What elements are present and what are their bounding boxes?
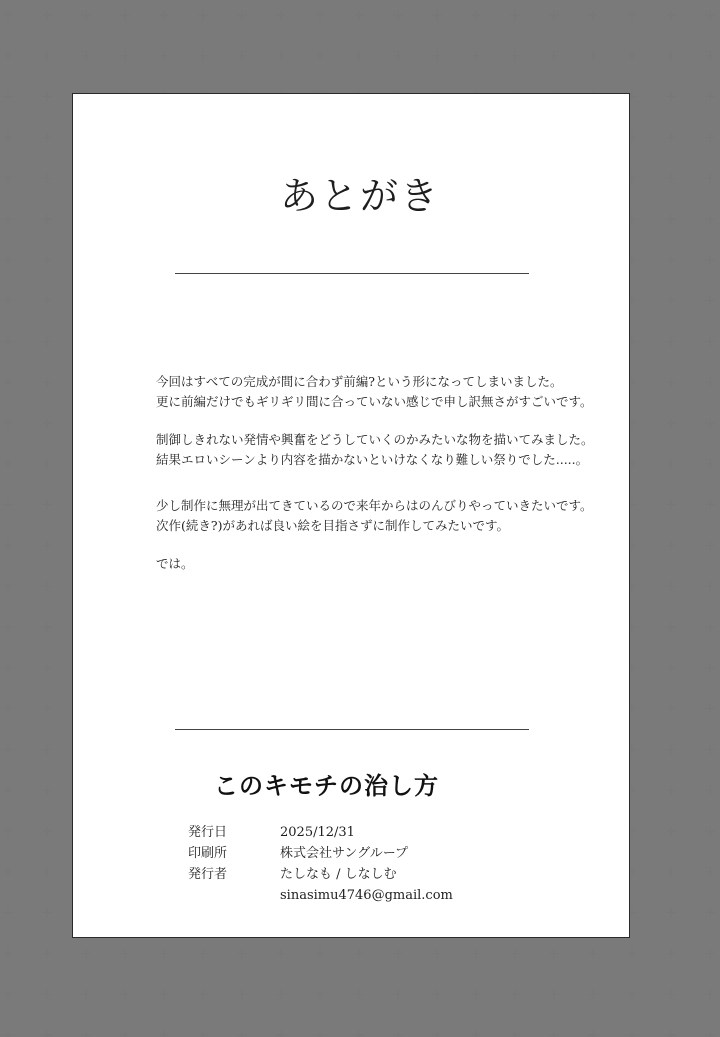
plus-mark: [666, 1030, 676, 1037]
text-line: 制御しきれない発情や興奮をどうしていくのかみたいな物を描いてみました。: [156, 432, 594, 447]
email-row: [188, 885, 453, 906]
plus-mark: [705, 418, 715, 428]
plus-mark: [432, 10, 442, 20]
plus-mark: [315, 948, 325, 958]
plus-mark: [198, 51, 208, 61]
plus-mark: [3, 948, 13, 958]
plus-mark: [81, 10, 91, 20]
plus-mark: [666, 826, 676, 836]
publisher-value: たしなも / しなしむ: [280, 867, 397, 882]
plus-mark: [666, 336, 676, 346]
plus-mark: [471, 10, 481, 20]
paragraph: [156, 372, 596, 412]
plus-mark: [42, 459, 52, 469]
plus-mark: [42, 132, 52, 142]
plus-mark: [510, 989, 520, 999]
plus-mark: [666, 704, 676, 714]
plus-mark: [3, 540, 13, 550]
plus-mark: [354, 51, 364, 61]
plus-mark: [471, 1030, 481, 1037]
plus-mark: [120, 1030, 130, 1037]
plus-mark: [666, 581, 676, 591]
text-line: 今回はすべての完成が間に合わず前編?という形になってしまいました。: [156, 374, 563, 389]
printer-label: 印刷所: [188, 846, 228, 861]
plus-mark: [705, 540, 715, 550]
plus-mark: [354, 948, 364, 958]
printer-row: [188, 843, 453, 864]
publisher-row: [188, 864, 453, 885]
plus-mark: [705, 622, 715, 632]
plus-mark: [666, 948, 676, 958]
plus-mark: [198, 948, 208, 958]
plus-mark: [3, 1030, 13, 1037]
plus-mark: [81, 948, 91, 958]
colophon: [188, 822, 453, 906]
plus-mark: [666, 989, 676, 999]
plus-mark: [705, 948, 715, 958]
paragraph: [156, 430, 596, 470]
plus-mark: [198, 1030, 208, 1037]
plus-mark: [3, 459, 13, 469]
plus-mark: [42, 867, 52, 877]
plus-mark: [159, 10, 169, 20]
plus-mark: [3, 704, 13, 714]
plus-mark: [705, 377, 715, 387]
plus-mark: [42, 581, 52, 591]
plus-mark: [627, 10, 637, 20]
plus-mark: [588, 10, 598, 20]
plus-mark: [432, 948, 442, 958]
plus-mark: [666, 92, 676, 102]
plus-mark: [237, 51, 247, 61]
plus-mark: [510, 10, 520, 20]
plus-mark: [705, 459, 715, 469]
plus-mark: [237, 10, 247, 20]
plus-mark: [393, 989, 403, 999]
plus-mark: [42, 785, 52, 795]
plus-mark: [432, 989, 442, 999]
plus-mark: [237, 948, 247, 958]
plus-mark: [627, 51, 637, 61]
plus-mark: [120, 10, 130, 20]
plus-mark: [705, 1030, 715, 1037]
paragraph: [156, 554, 596, 574]
plus-mark: [42, 622, 52, 632]
plus-mark: [705, 92, 715, 102]
plus-mark: [354, 989, 364, 999]
issue-date-row: [188, 822, 453, 843]
top-divider: [175, 273, 529, 274]
plus-mark: [705, 826, 715, 836]
plus-mark: [666, 785, 676, 795]
plus-mark: [588, 948, 598, 958]
afterword-title: あとがき: [279, 174, 440, 218]
plus-mark: [666, 377, 676, 387]
plus-mark: [666, 296, 676, 306]
plus-mark: [3, 10, 13, 20]
plus-mark: [705, 255, 715, 265]
plus-mark: [666, 500, 676, 510]
plus-mark: [705, 296, 715, 306]
plus-mark: [42, 296, 52, 306]
plus-mark: [627, 948, 637, 958]
plus-mark: [276, 948, 286, 958]
plus-mark: [42, 92, 52, 102]
plus-mark: [666, 418, 676, 428]
plus-mark: [3, 867, 13, 877]
text-line: 結果エロいシーンより内容を描かないといけなくなり難しい祭りでした.....。: [156, 452, 589, 467]
text-line: では。: [156, 556, 194, 571]
plus-mark: [705, 744, 715, 754]
plus-mark: [666, 744, 676, 754]
plus-mark: [510, 948, 520, 958]
plus-mark: [198, 989, 208, 999]
plus-mark: [666, 908, 676, 918]
plus-mark: [3, 989, 13, 999]
plus-mark: [705, 336, 715, 346]
plus-mark: [588, 989, 598, 999]
plus-mark: [3, 92, 13, 102]
plus-mark: [3, 581, 13, 591]
plus-mark: [666, 132, 676, 142]
plus-mark: [159, 989, 169, 999]
plus-mark: [3, 51, 13, 61]
plus-mark: [588, 1030, 598, 1037]
plus-mark: [42, 377, 52, 387]
plus-mark: [42, 255, 52, 265]
plus-mark: [354, 10, 364, 20]
plus-mark: [705, 51, 715, 61]
plus-mark: [42, 10, 52, 20]
plus-mark: [276, 989, 286, 999]
plus-mark: [237, 989, 247, 999]
plus-mark: [3, 622, 13, 632]
plus-mark: [42, 500, 52, 510]
plus-mark: [276, 10, 286, 20]
plus-mark: [3, 826, 13, 836]
plus-mark: [393, 10, 403, 20]
plus-mark: [42, 418, 52, 428]
bottom-divider: [175, 729, 529, 730]
plus-mark: [666, 10, 676, 20]
plus-mark: [120, 51, 130, 61]
plus-mark: [627, 1030, 637, 1037]
plus-mark: [120, 989, 130, 999]
plus-mark: [3, 132, 13, 142]
plus-mark: [3, 377, 13, 387]
plus-mark: [81, 51, 91, 61]
plus-mark: [705, 704, 715, 714]
plus-mark: [3, 663, 13, 673]
plus-mark: [315, 989, 325, 999]
plus-mark: [393, 51, 403, 61]
plus-mark: [3, 785, 13, 795]
plus-mark: [42, 336, 52, 346]
plus-mark: [666, 255, 676, 265]
plus-mark: [549, 948, 559, 958]
plus-mark: [159, 51, 169, 61]
plus-mark: [3, 296, 13, 306]
plus-mark: [549, 989, 559, 999]
plus-mark: [276, 1030, 286, 1037]
plus-mark: [666, 663, 676, 673]
plus-mark: [666, 459, 676, 469]
plus-mark: [42, 826, 52, 836]
plus-mark: [237, 1030, 247, 1037]
text-line: 次作(続き?)があれば良い絵を目指さずに制作してみたいです。: [156, 518, 509, 533]
plus-mark: [354, 1030, 364, 1037]
plus-mark: [315, 1030, 325, 1037]
plus-mark: [276, 51, 286, 61]
plus-mark: [705, 10, 715, 20]
plus-mark: [705, 581, 715, 591]
text-line: 少し制作に無理が出てきているので来年からはのんびりやっていきたいです。: [156, 498, 593, 513]
plus-mark: [471, 989, 481, 999]
afterword-body: [156, 372, 596, 574]
plus-mark: [705, 867, 715, 877]
plus-mark: [3, 500, 13, 510]
plus-mark: [120, 948, 130, 958]
plus-mark: [393, 948, 403, 958]
plus-mark: [666, 622, 676, 632]
plus-mark: [3, 908, 13, 918]
plus-mark: [666, 51, 676, 61]
plus-mark: [666, 540, 676, 550]
plus-mark: [549, 10, 559, 20]
plus-mark: [42, 948, 52, 958]
book-title: このキモチの治し方: [214, 772, 439, 800]
plus-mark: [3, 255, 13, 265]
text-line: 更に前編だけでもギリギリ間に合っていない感じで申し訳無さがすごいです。: [156, 394, 593, 409]
plus-mark: [588, 51, 598, 61]
printer-value: 株式会社サングループ: [280, 846, 409, 861]
plus-mark: [3, 744, 13, 754]
plus-mark: [705, 989, 715, 999]
plus-mark: [42, 704, 52, 714]
issue-date-label: 発行日: [188, 825, 228, 840]
plus-mark: [705, 785, 715, 795]
plus-mark: [432, 51, 442, 61]
plus-mark: [315, 51, 325, 61]
plus-mark: [42, 1030, 52, 1037]
plus-mark: [705, 500, 715, 510]
plus-mark: [432, 1030, 442, 1037]
plus-mark: [705, 663, 715, 673]
plus-mark: [42, 744, 52, 754]
plus-mark: [198, 10, 208, 20]
plus-mark: [3, 336, 13, 346]
issue-date-value: 2025/12/31: [280, 825, 355, 840]
plus-mark: [393, 1030, 403, 1037]
plus-mark: [159, 948, 169, 958]
plus-mark: [81, 1030, 91, 1037]
plus-mark: [159, 1030, 169, 1037]
paragraph: [156, 496, 596, 536]
plus-mark: [42, 540, 52, 550]
plus-mark: [81, 989, 91, 999]
plus-mark: [42, 51, 52, 61]
plus-mark: [627, 989, 637, 999]
plus-mark: [705, 132, 715, 142]
plus-mark: [471, 51, 481, 61]
plus-mark: [549, 1030, 559, 1037]
plus-mark: [42, 663, 52, 673]
plus-mark: [510, 1030, 520, 1037]
plus-mark: [510, 51, 520, 61]
plus-mark: [42, 989, 52, 999]
plus-mark: [42, 908, 52, 918]
plus-mark: [471, 948, 481, 958]
plus-mark: [666, 867, 676, 877]
publisher-label: 発行者: [188, 867, 228, 882]
plus-mark: [3, 418, 13, 428]
plus-mark: [549, 51, 559, 61]
plus-mark: [705, 908, 715, 918]
plus-mark: [315, 10, 325, 20]
email-value: sinasimu4746@gmail.com: [280, 888, 453, 903]
